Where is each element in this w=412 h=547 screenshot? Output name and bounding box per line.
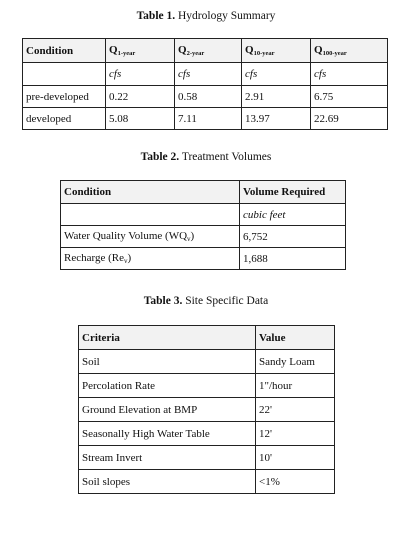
table-row bbox=[23, 108, 388, 130]
table1-title: Hydrology Summary bbox=[178, 10, 276, 22]
table-cell: Soil bbox=[79, 350, 256, 374]
table-row bbox=[61, 248, 346, 270]
header-volume-required: Volume Required bbox=[240, 181, 346, 204]
table1-number: Table 1. bbox=[136, 10, 176, 22]
hydrology-summary-table bbox=[22, 38, 388, 130]
table-cell: 2.91 bbox=[242, 86, 311, 108]
table-cell: developed bbox=[23, 108, 106, 130]
table-cell: 13.97 bbox=[242, 108, 311, 130]
table-row bbox=[79, 446, 335, 470]
units-row bbox=[23, 63, 388, 86]
table1-caption bbox=[0, 10, 412, 22]
table3-number: Table 3. bbox=[143, 295, 183, 307]
table-row bbox=[79, 470, 335, 494]
unit-cell bbox=[61, 204, 240, 226]
table-cell: Sandy Loam bbox=[256, 350, 335, 374]
table-cell: 12' bbox=[256, 422, 335, 446]
table-cell: Stream Invert bbox=[79, 446, 256, 470]
header-value: Value bbox=[256, 326, 335, 350]
table-cell: 0.58 bbox=[175, 86, 242, 108]
table-cell: pre-developed bbox=[23, 86, 106, 108]
table-cell: Recharge $(Re_v)$ bbox=[61, 248, 240, 270]
table2-caption bbox=[0, 151, 412, 163]
table2-title: Treatment Volumes bbox=[181, 151, 272, 163]
units-row bbox=[61, 204, 346, 226]
table-row bbox=[79, 422, 335, 446]
table-row bbox=[61, 226, 346, 248]
table3-caption bbox=[0, 295, 412, 307]
table-cell: 22' bbox=[256, 398, 335, 422]
table-cell: Water Quality Volume $(WQ_v)$ bbox=[61, 226, 240, 248]
unit-cell: cubic feet bbox=[240, 204, 346, 226]
table-row bbox=[79, 350, 335, 374]
unit-cell: cfs bbox=[106, 63, 175, 86]
table-row bbox=[23, 86, 388, 108]
table-cell: 1,688 bbox=[240, 248, 346, 270]
treatment-volumes-table bbox=[60, 180, 346, 270]
header-q1: $Q_{1-year}$ bbox=[106, 39, 175, 63]
table-cell: 0.22 bbox=[106, 86, 175, 108]
unit-cell bbox=[23, 63, 106, 86]
table-cell: <1% bbox=[256, 470, 335, 494]
table-cell: Percolation Rate bbox=[79, 374, 256, 398]
unit-cell: cfs bbox=[311, 63, 388, 86]
table-cell: 6.75 bbox=[311, 86, 388, 108]
unit-cell: cfs bbox=[242, 63, 311, 86]
table-cell: 5.08 bbox=[106, 108, 175, 130]
table3-title: Site Specific Data bbox=[185, 295, 269, 307]
table-cell: 22.69 bbox=[311, 108, 388, 130]
table-cell: 7.11 bbox=[175, 108, 242, 130]
unit-cell: cfs bbox=[175, 63, 242, 86]
table-cell: Ground Elevation at BMP bbox=[79, 398, 256, 422]
header-condition: Condition bbox=[23, 39, 106, 63]
table-cell: Soil slopes bbox=[79, 470, 256, 494]
table-cell: Seasonally High Water Table bbox=[79, 422, 256, 446]
table-cell: 10' bbox=[256, 446, 335, 470]
header-q10: $Q_{10-year}$ bbox=[242, 39, 311, 63]
table2-number: Table 2. bbox=[140, 151, 180, 163]
table-cell: 6,752 bbox=[240, 226, 346, 248]
table-cell: 1"/hour bbox=[256, 374, 335, 398]
table-row bbox=[79, 398, 335, 422]
header-condition: Condition bbox=[61, 181, 240, 204]
site-specific-data-table bbox=[78, 325, 335, 494]
header-q2: $Q_{2-year}$ bbox=[175, 39, 242, 63]
table-row bbox=[79, 374, 335, 398]
header-criteria: Criteria bbox=[79, 326, 256, 350]
header-q100: $Q_{100-year}$ bbox=[311, 39, 388, 63]
